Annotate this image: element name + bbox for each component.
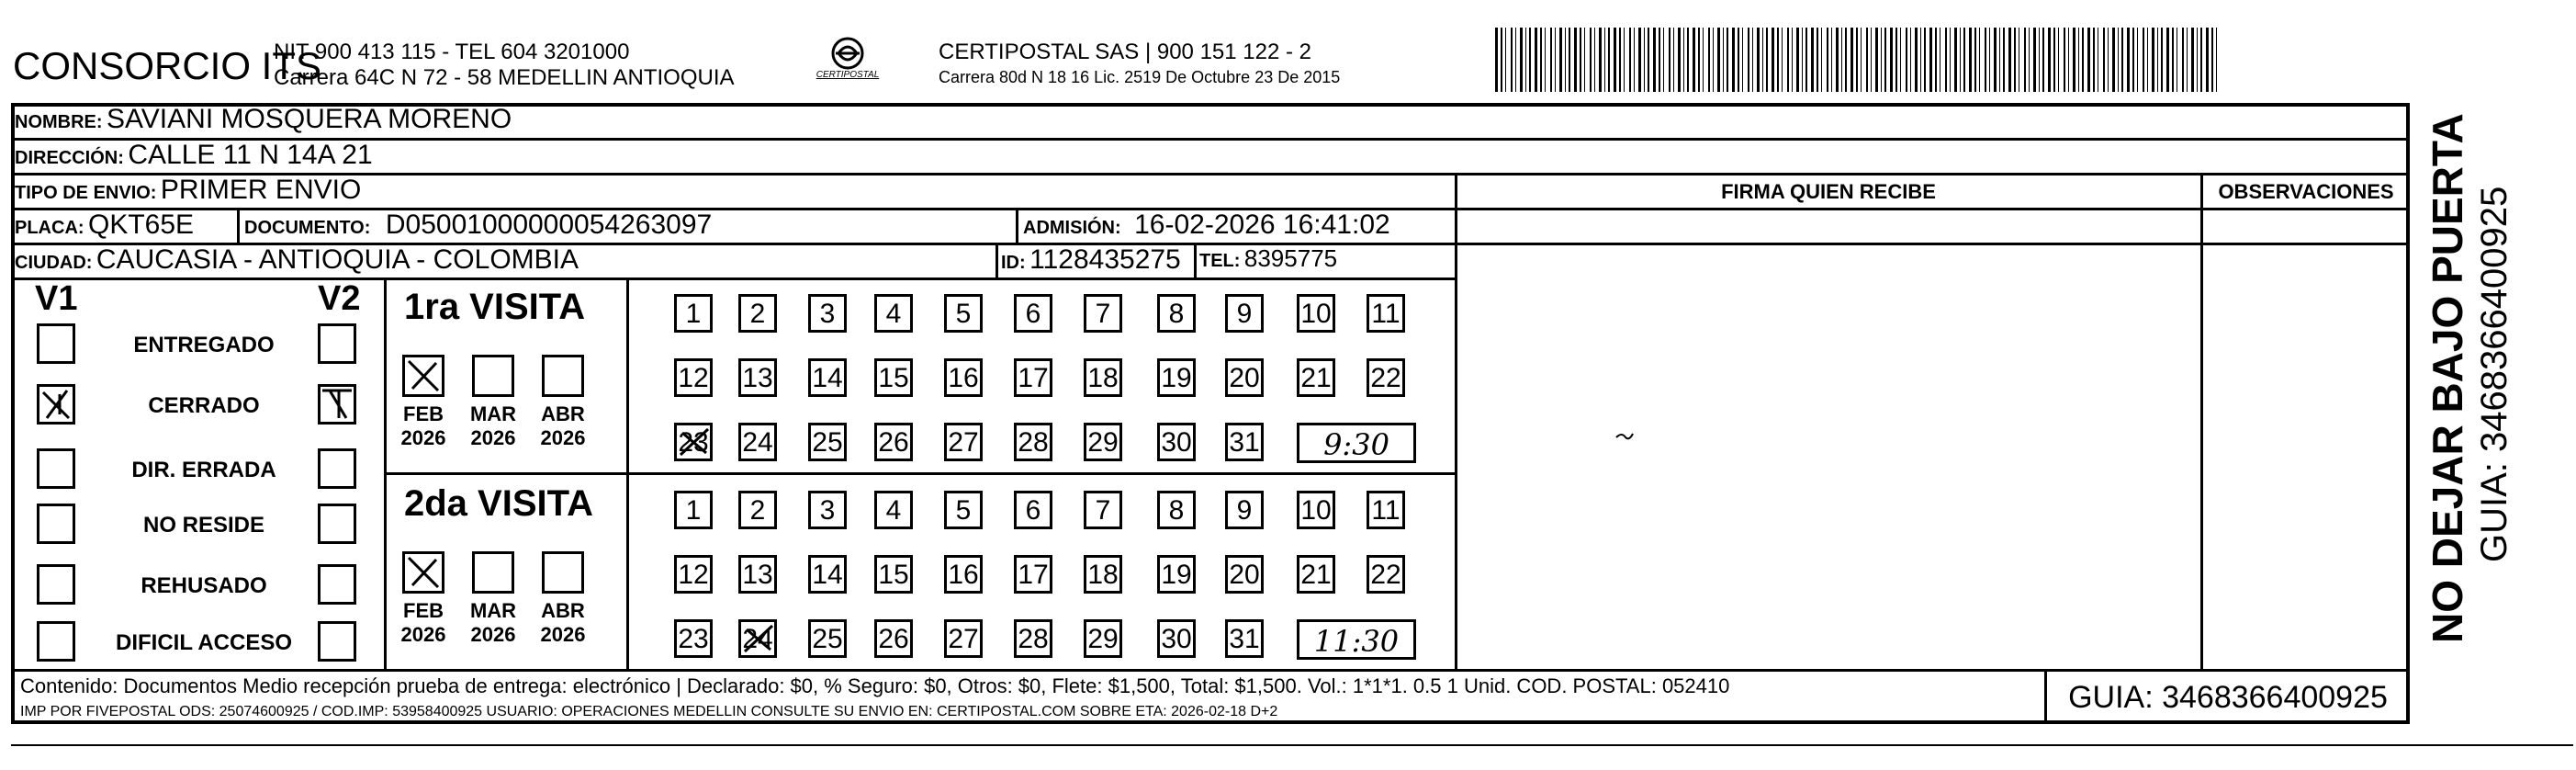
month-year: 2026 (540, 623, 586, 646)
admision-row (1023, 209, 1390, 241)
day-box[interactable]: 12 (674, 358, 713, 397)
visit-time-box[interactable] (1297, 423, 1416, 463)
v1-checkbox[interactable] (37, 504, 75, 544)
month-checkbox[interactable] (402, 551, 444, 594)
company-name: CONSORCIO ITS (13, 44, 322, 87)
month-checkbox[interactable] (542, 551, 584, 594)
v1-checkbox[interactable] (37, 564, 75, 605)
direccion-row (15, 140, 373, 171)
month-label (391, 402, 456, 450)
month-label (461, 599, 525, 647)
day-box[interactable]: 28 (1014, 619, 1052, 658)
visit-title: 2da VISITA (404, 483, 593, 524)
day-box[interactable]: 23 (674, 423, 713, 461)
day-box[interactable]: 14 (808, 555, 847, 594)
divider (1016, 208, 1018, 243)
divider (2200, 173, 2203, 670)
footer-print-info: IMP POR FIVEPOSTAL ODS: 25074600925 / COD.IMP: 53958400925 USUARIO: OPERACIONES MEDELLIN CONSULTE SU ENVIO EN: CERTIPOSTAL.COM SOBRE ETA: 2026-02-18 D+2 (20, 704, 1278, 719)
day-box[interactable]: 31 (1225, 619, 1264, 658)
v1-checkbox[interactable] (37, 448, 75, 489)
month-year: 2026 (470, 623, 516, 646)
day-box[interactable]: 13 (738, 555, 777, 594)
placa-label: PLACA: (15, 218, 84, 238)
status-label: CERRADO (148, 393, 260, 418)
certipostal-logo (808, 33, 887, 88)
day-box[interactable]: 9 (1225, 491, 1264, 529)
tipo-row (15, 175, 361, 206)
day-box[interactable]: 17 (1014, 358, 1052, 397)
documento-label: DOCUMENTO: (244, 218, 371, 238)
month-checkbox[interactable] (542, 355, 584, 397)
placa-value: QKT65E (88, 209, 195, 240)
day-box[interactable]: 14 (808, 358, 847, 397)
day-box[interactable]: 28 (1014, 423, 1052, 461)
day-box[interactable]: 15 (874, 555, 913, 594)
month-name: FEB (403, 402, 444, 425)
divider (2044, 669, 2047, 724)
tel-row (1199, 244, 1337, 273)
v2-checkbox[interactable] (318, 564, 356, 605)
day-box[interactable]: 18 (1084, 358, 1122, 397)
v2-checkbox[interactable] (318, 621, 356, 662)
day-box[interactable]: 23 (674, 619, 713, 658)
divider (13, 669, 2408, 672)
month-label (391, 599, 456, 647)
month-label (531, 402, 595, 450)
month-name: FEB (403, 599, 444, 622)
tipo-value: PRIMER ENVIO (160, 175, 362, 205)
status-label: DIR. ERRADA (131, 458, 276, 482)
day-box[interactable]: 31 (1225, 423, 1264, 461)
divider (13, 173, 2408, 176)
ciudad-row (15, 244, 579, 276)
day-box[interactable]: 30 (1157, 423, 1196, 461)
ciudad-label: CIUDAD: (15, 253, 93, 273)
day-box[interactable]: 22 (1367, 358, 1405, 397)
day-box[interactable]: 8 (1157, 294, 1196, 333)
day-box[interactable]: 21 (1297, 555, 1335, 594)
documento-row (244, 209, 712, 241)
divider (1194, 243, 1197, 277)
admision-label: ADMISIÓN: (1023, 218, 1121, 238)
scribble-mark (677, 425, 712, 460)
footer-contents: Contenido: Documentos Medio recepción prueba de entrega: electrónico | Declarado: $0, % Seguro: $0, Otros: $0, Flete: $1,500, Total: $1,500. Vol.: 1*1*1. 0.5 1 Unid. COD. POSTAL: 052410 (20, 674, 1730, 697)
day-box[interactable]: 22 (1367, 555, 1405, 594)
month-label (461, 402, 525, 450)
month-label (531, 599, 595, 647)
v1-checkbox[interactable] (37, 384, 75, 425)
day-box[interactable]: 10 (1297, 491, 1335, 529)
company-address: Carrera 64C N 72 - 58 MEDELLIN ANTIOQUIA (274, 65, 735, 90)
day-box[interactable]: 15 (874, 358, 913, 397)
day-box[interactable]: 13 (738, 358, 777, 397)
visit-title: 1ra VISITA (404, 287, 586, 327)
status-label: REHUSADO (141, 573, 267, 598)
day-box[interactable]: 18 (1084, 555, 1122, 594)
divider (1455, 173, 1457, 670)
v2-checkbox[interactable] (318, 504, 356, 544)
day-box[interactable]: 2 (738, 491, 777, 529)
day-box[interactable]: 7 (1084, 491, 1122, 529)
day-box[interactable]: 27 (944, 423, 983, 461)
day-box[interactable]: 26 (874, 423, 913, 461)
day-box[interactable]: 12 (674, 555, 713, 594)
day-box[interactable]: 2 (738, 294, 777, 333)
id-label: ID: (1001, 253, 1026, 273)
visit-time: 11:30 (1313, 624, 1400, 659)
ciudad-value: CAUCASIA - ANTIOQUIA - COLOMBIA (96, 244, 579, 275)
day-box[interactable]: 21 (1297, 358, 1335, 397)
day-box[interactable]: 6 (1014, 491, 1052, 529)
day-box[interactable]: 19 (1157, 555, 1196, 594)
visit-time-box[interactable] (1297, 619, 1416, 660)
tel-label: TEL: (1199, 251, 1241, 271)
day-box[interactable]: 11 (1367, 294, 1405, 333)
day-box[interactable]: 3 (808, 294, 847, 333)
day-box[interactable]: 19 (1157, 358, 1196, 397)
day-box[interactable]: 29 (1084, 619, 1122, 658)
day-box[interactable]: 4 (874, 294, 913, 333)
v2-checkbox[interactable] (318, 448, 356, 489)
day-box[interactable]: 5 (944, 294, 983, 333)
month-year: 2026 (540, 426, 586, 449)
day-box[interactable]: 24 (738, 619, 777, 658)
divider (11, 744, 2573, 746)
month-year: 2026 (470, 426, 516, 449)
barcode (1495, 28, 2224, 92)
month-name: MAR (469, 402, 517, 425)
month-checkbox[interactable] (472, 355, 514, 397)
month-checkbox[interactable] (472, 551, 514, 594)
company-nit: NIT 900 413 115 - TEL 604 3201000 (274, 40, 630, 64)
divider (384, 472, 1457, 475)
visit-time: 9:30 (1323, 427, 1389, 462)
month-name: ABR (541, 599, 585, 622)
status-label: NO RESIDE (142, 513, 265, 538)
direccion-value: CALLE 11 N 14A 21 (128, 140, 373, 170)
day-box[interactable]: 5 (944, 491, 983, 529)
id-value: 1128435275 (1029, 244, 1181, 275)
tel-value: 8395775 (1243, 244, 1338, 272)
month-name: ABR (541, 402, 585, 425)
month-name: MAR (469, 599, 517, 622)
day-box[interactable]: 20 (1225, 555, 1264, 594)
id-row (1001, 244, 1181, 276)
firma-header: FIRMA QUIEN RECIBE (1721, 180, 1936, 203)
day-box[interactable]: 24 (738, 423, 777, 461)
side-warning: NO DEJAR BAJO PUERTA (2424, 113, 2471, 643)
day-box[interactable]: 10 (1297, 294, 1335, 333)
day-box[interactable]: 4 (874, 491, 913, 529)
divider (237, 208, 240, 243)
signature-area[interactable] (1460, 246, 2197, 667)
footer-guia: GUIA: 3468366400925 (2068, 680, 2388, 715)
day-box[interactable]: 25 (808, 423, 847, 461)
day-box[interactable]: 1 (674, 294, 713, 333)
documento-value: D05001000000054263097 (385, 209, 713, 240)
direccion-label: DIRECCIÓN: (15, 148, 124, 168)
admision-value: 16-02-2026 16:41:02 (1134, 209, 1390, 240)
nombre-value: SAVIANI MOSQUERA MORENO (107, 104, 512, 134)
status-label: DIFICIL ACCESO (115, 630, 292, 655)
day-box[interactable]: 29 (1084, 423, 1122, 461)
status-label: ENTREGADO (133, 333, 275, 357)
v2-header: V2 (318, 279, 361, 318)
side-guia: GUIA: 3468366400925 (2474, 186, 2514, 562)
nombre-label: NOMBRE: (15, 112, 103, 132)
day-box[interactable]: 11 (1367, 491, 1405, 529)
v2-checkbox[interactable] (318, 323, 356, 364)
day-box[interactable]: 17 (1014, 555, 1052, 594)
divider (1455, 243, 2408, 245)
day-box[interactable]: 16 (944, 358, 983, 397)
observaciones-header: OBSERVACIONES (2218, 180, 2394, 203)
observaciones-area[interactable] (2206, 246, 2406, 667)
day-box[interactable]: 9 (1225, 294, 1264, 333)
divider (13, 277, 1457, 280)
tipo-label: TIPO DE ENVIO: (15, 183, 157, 203)
day-box[interactable]: 3 (808, 491, 847, 529)
carrier-line: CERTIPOSTAL SAS | 900 151 122 - 2 (939, 40, 1311, 64)
divider (996, 243, 998, 277)
day-box[interactable]: 26 (874, 619, 913, 658)
v1-checkbox[interactable] (37, 621, 75, 662)
day-box[interactable]: 7 (1084, 294, 1122, 333)
month-checkbox[interactable] (402, 355, 444, 397)
day-box[interactable]: 6 (1014, 294, 1052, 333)
day-box[interactable]: 16 (944, 555, 983, 594)
day-box[interactable]: 1 (674, 491, 713, 529)
v2-checkbox[interactable] (318, 384, 356, 425)
v1-checkbox[interactable] (37, 323, 75, 364)
day-box[interactable]: 30 (1157, 619, 1196, 658)
scribble-mark (741, 622, 776, 657)
month-year: 2026 (400, 426, 446, 449)
day-box[interactable]: 20 (1225, 358, 1264, 397)
day-box[interactable]: 25 (808, 619, 847, 658)
nombre-row (15, 104, 512, 135)
logo-text: CERTIPOSTAL (816, 70, 880, 80)
v1-header: V1 (35, 279, 78, 318)
placa-row (15, 209, 194, 241)
day-box[interactable]: 8 (1157, 491, 1196, 529)
month-year: 2026 (400, 623, 446, 646)
day-box[interactable]: 27 (944, 619, 983, 658)
carrier-address: Carrera 80d N 18 16 Lic. 2519 De Octubre 23 De 2015 (939, 68, 1341, 86)
